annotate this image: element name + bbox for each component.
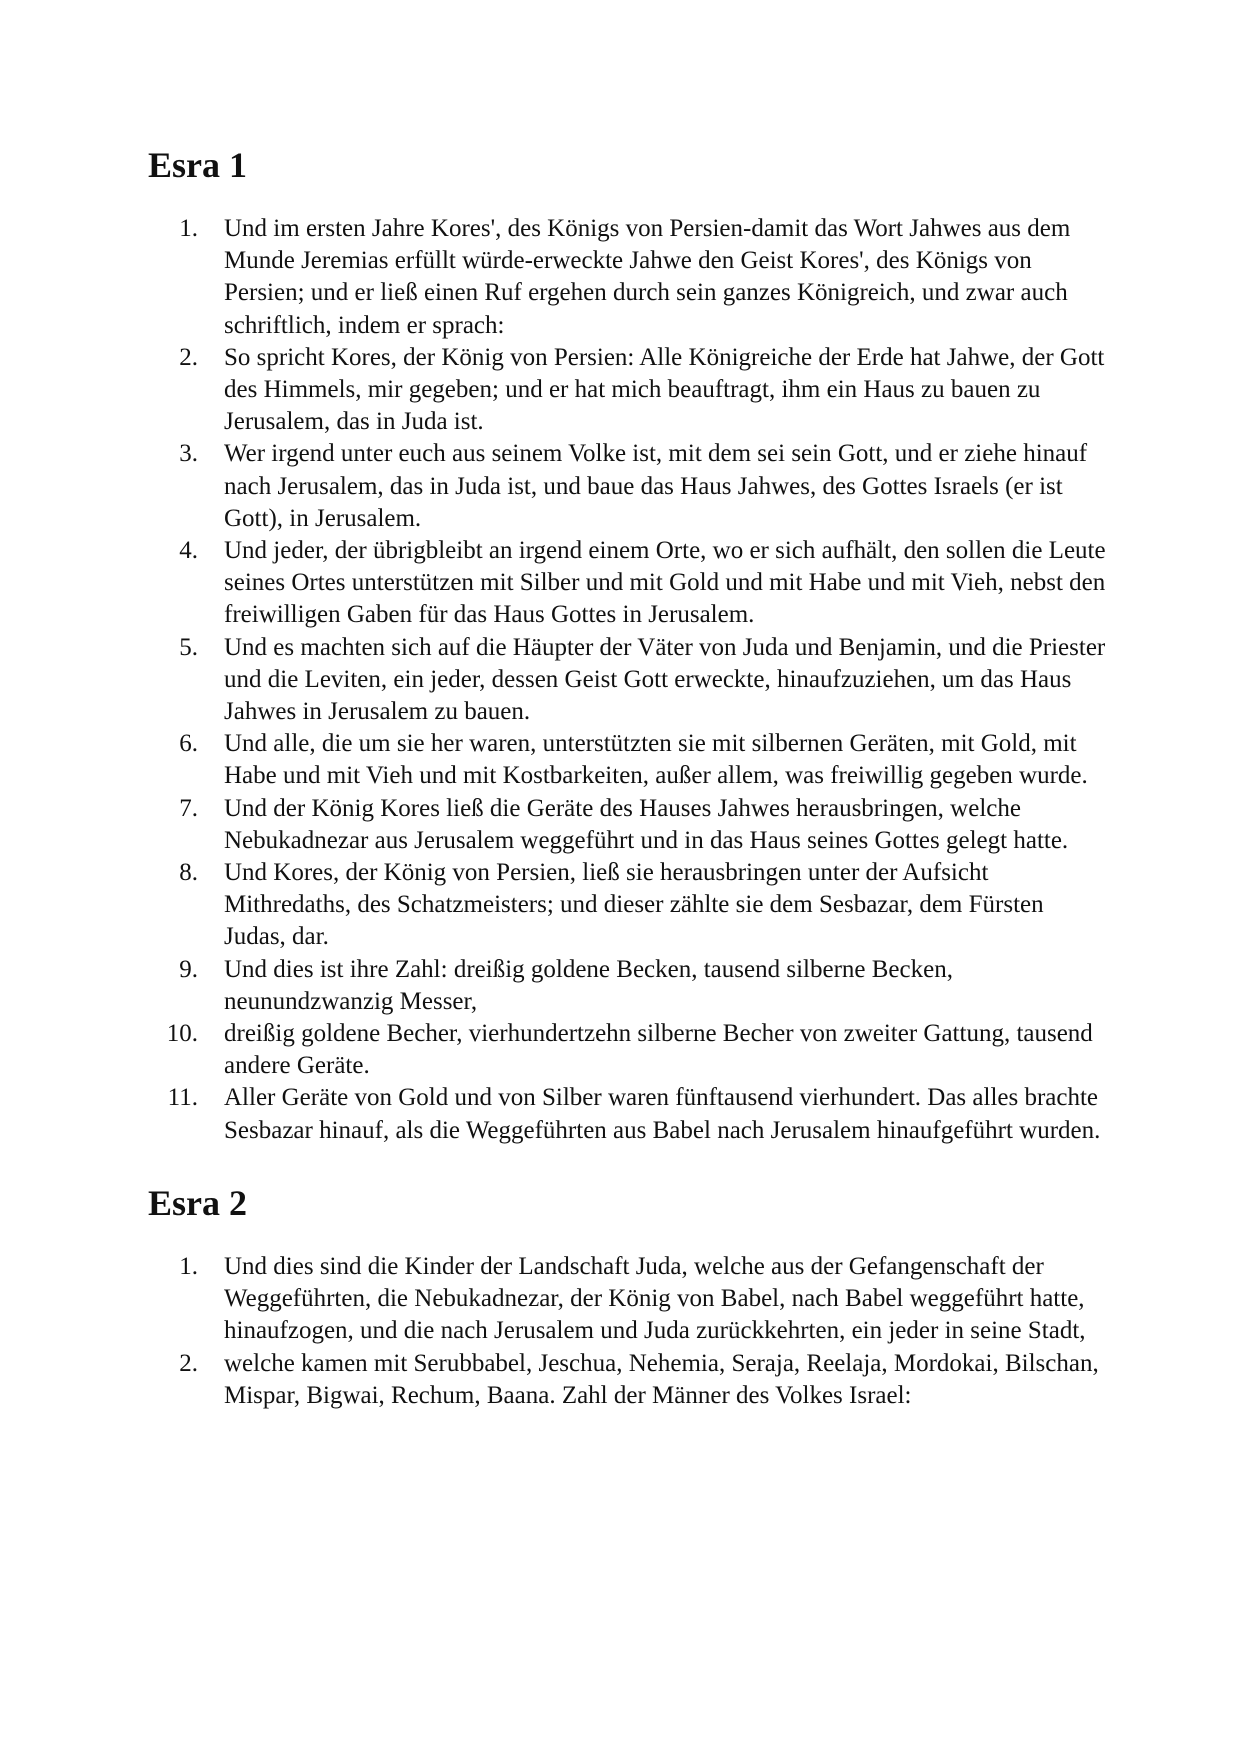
verse bbox=[148, 632, 1108, 729]
verse-number: 1. bbox=[179, 215, 198, 242]
verse-number: 2. bbox=[179, 343, 198, 371]
verse bbox=[148, 793, 1108, 857]
verse-text: dreißig goldene Becher, vierhundertzehn silberne Becher von zweiter Gattung, tausend andere Geräte. bbox=[224, 1020, 1093, 1080]
chapter-esra-1 bbox=[148, 145, 1108, 1147]
verse-number: 6. bbox=[179, 730, 198, 758]
verse-number: 8. bbox=[179, 859, 198, 887]
verse-text: Und alle, die um sie her waren, unterstützten sie mit silbernen Geräten, mit Gold, mit Habe und mit Vieh und mit Kostbarkeiten, außer allem, was freiwillig gegeben wurde. bbox=[224, 730, 1088, 790]
verse bbox=[148, 213, 1108, 342]
verse bbox=[148, 342, 1108, 439]
verse bbox=[148, 1251, 1108, 1348]
verse-text: Und der König Kores ließ die Geräte des Hauses Jahwes herausbringen, welche Nebukadnezar aus Jerusalem weggeführt und in das Haus seines Gottes gelegt hatte. bbox=[224, 794, 1069, 854]
verse-list bbox=[148, 213, 1108, 1147]
verse bbox=[148, 1082, 1108, 1146]
verse-text: Aller Geräte von Gold und von Silber waren fünftausend vierhundert. Das alles brachte Sesbazar hinauf, als die Weggeführten aus Babel nach Jerusalem hinaufgeführt wurden. bbox=[224, 1084, 1101, 1144]
verse-text: Und dies sind die Kinder der Landschaft Juda, welche aus der Gefangenschaft der Weggeführten, die Nebukadnezar, der König von Babel, nach Babel weggeführt hatte, hinaufzogen, und die nach Jerusalem und Juda zurückkehrten, ein jeder in seine Stadt, bbox=[224, 1252, 1086, 1345]
verse-text: Und dies ist ihre Zahl: dreißig goldene Becken, tausend silberne Becken, neunundzwanzig Messer, bbox=[224, 955, 953, 1015]
verse-number: 11. bbox=[167, 1084, 198, 1112]
verse-number: 10. bbox=[166, 1020, 198, 1048]
verse-text: welche kamen mit Serubbabel, Jeschua, Nehemia, Seraja, Reelaja, Mordokai, Bilschan, Mispar, Bigwai, Rechum, Baana. Zahl der Männer des Volkes Israel: bbox=[224, 1349, 1099, 1409]
verse-text: Und Kores, der König von Persien, ließ sie herausbringen unter der Aufsicht Mithredaths, des Schatzmeisters; und dieser zählte sie dem Sesbazar, dem Fürsten Judas, dar. bbox=[224, 859, 1044, 951]
verse-number: 3. bbox=[179, 440, 198, 468]
verse-text: So spricht Kores, der König von Persien: Alle Königreiche der Erde hat Jahwe, der Gott des Himmels, mir gegeben; und er hat mich beauftragt, ihm ein Haus zu bauen zu Jerusalem, das in Juda ist. bbox=[224, 343, 1105, 436]
verse bbox=[148, 857, 1108, 954]
verse-list bbox=[148, 1251, 1108, 1412]
document-page bbox=[148, 145, 1108, 1412]
chapter-title: Esra 1 bbox=[148, 145, 247, 185]
verse-number: 7. bbox=[179, 794, 198, 822]
verse-text: Und es machten sich auf die Häupter der Väter von Juda und Benjamin, und die Priester und die Leviten, ein jeder, dessen Geist Gott erweckte, hinaufzuziehen, um das Haus Jahwes in Jerusalem zu bauen. bbox=[224, 633, 1106, 726]
verse-number: 1. bbox=[179, 1252, 198, 1280]
verse bbox=[148, 1018, 1108, 1082]
verse-text: Und jeder, der übrigbleibt an irgend einem Orte, wo er sich aufhält, den sollen die Leute seines Ortes unterstützen mit Silber und mit Gold und mit Habe und mit Vieh, nebst den freiwilligen Gaben für das Haus Gottes in Jerusalem. bbox=[224, 537, 1106, 629]
verse-number: 2. bbox=[179, 1349, 198, 1377]
verse-text: Wer irgend unter euch aus seinem Volke ist, mit dem sei sein Gott, und er ziehe hinauf nach Jerusalem, das in Juda ist, und baue das Haus Jahwes, des Gottes Israels (er ist Gott), in Jerusalem. bbox=[224, 440, 1088, 532]
verse bbox=[148, 1348, 1108, 1412]
verse-number: 9. bbox=[179, 955, 198, 983]
chapter-title: Esra 2 bbox=[148, 1182, 247, 1223]
verse bbox=[148, 954, 1108, 1018]
verse-number: 4. bbox=[179, 537, 198, 565]
verse-number: 5. bbox=[179, 633, 198, 661]
verse bbox=[148, 438, 1108, 535]
verse bbox=[148, 535, 1108, 632]
verse bbox=[148, 728, 1108, 792]
chapter-esra-2 bbox=[148, 1183, 1108, 1412]
verse-text: Und im ersten Jahre Kores', des Königs von Persien-damit das Wort Jahwes aus dem Munde Jeremias erfüllt würde-erweckte Jahwe den Geist Kores', des Königs von Persien; und er ließ einen Ruf ergehen durch sein ganzes Königreich, und zwar auch schriftlich, indem er sprach: bbox=[224, 215, 1071, 339]
